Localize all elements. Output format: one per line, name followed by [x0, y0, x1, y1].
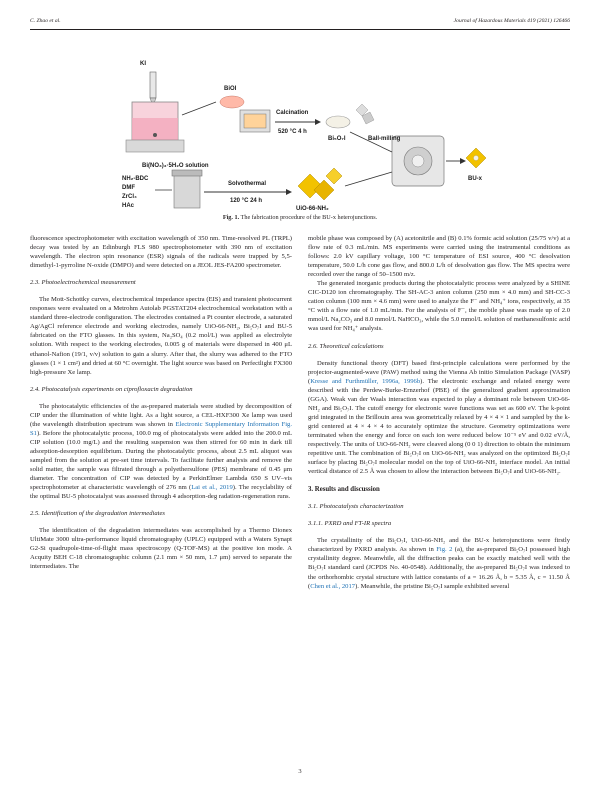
section-heading: 3. Results and discussion: [308, 486, 380, 494]
calcination-condition: 520 °C 4 h: [278, 129, 307, 135]
ball-milling-label: Ball-milling: [368, 136, 401, 142]
section-heading: 2.4. Photocatalysis experiments on ciprofloxacin degradation: [30, 385, 193, 393]
fabrication-diagram: [110, 40, 490, 210]
reagent-list: [122, 176, 149, 209]
reagent-1: NH₂-BDC: [122, 176, 149, 182]
paragraph: The identification of the degradation intermediates was accomplished by a Thermo Dionex UltiMate 3000 ultra-performance liquid chromatography (UPLC) equipped with a Waters Synapt G2-Si quadrupole-time-of-flight mass spectroscopy (Q-TOF-MS) at the positive ion mode. A Acquity BEH C-18 chromatographic column (2.1 mm × 50 mm, 1.7 μm) served to separate the intermediates. The: [30, 527, 292, 571]
ki-label: KI: [140, 61, 146, 67]
paragraph: The crystallinity of the Bi₅O₇I, UiO-66-NH₂ and the BU-x heterojunctions were firstly characterized by PXRD analysis. As shown in Fig. 2 (a), the as-prepared Bi₅O₇I possessed high crystallinity degree. Meanwhile, all the diffraction peaks can be exactly matched well with the Bi₅O₇I standard card (JCPDS No. 40-0548). Additionally, the as-prepared Bi₅O₇I was indexed to the orthorhombic crystal structure with lattice constants of a = 16.26 Å, b = 5.35 Å, c = 11.50 Å (Chen et al., 2017). Meanwhile, the pristine Bi₅O₇I sample exhibited several: [308, 537, 571, 590]
section-heading: 2.3. Photoelectrochemical measurement: [30, 279, 136, 287]
right-column: [308, 234, 570, 591]
product-arrowhead: [460, 158, 466, 164]
paragraph: mobile phase was composed by (A) acetonitrile and (B) 0.1% formic acid solution (25/75 v/v) at a flow rate of 0.3 mL/min. MS experiments were carried using the instrumental conditions as follows: 2.0 kV capillary voltage, 100 °C temperature of ESI source, 400 °C desolvation temperature, 50.0 L/h cone gas flow, and 800.0 L/h of desolvation gas flow. The MS spectra were recorded over the range of 50–1500 m/z.: [308, 235, 570, 279]
figure-caption: [30, 214, 570, 221]
running-header-journal: Journal of Hazardous Materials 419 (2021) 126466: [453, 18, 570, 24]
paragraph: Density functional theory (DFT) based first-principle calculations were performed by the projector-augmented-wave (PAW) method using the Vienna Ab initio Simulation Package (VASP) (Kresse and Furthmüller, 1996a, 1996b). The electronic exchange and related energy were described with the Perdew-Burke-Ernzerhof (PBE) of the generalized gradient approximation (GGA). Weak van der Waals interaction was expected to play a dominant role between UiO-66-NH₂ and Bi₅O₇I. The cutoff energy for electronic wave functions was set as 600 eV. The k-point grid integrated in the Brillouin area was geometrically relaxed by 4 × 4 × 1 and sampled by the k-grid centered at 4 × 4 × 4 to accurately optimize the structure. Geometry optimizations were terminated when the energy and force on each ion were reduced below 10⁻⁵ eV and 0.02 eV/Å, respectively. The units of UiO-66-NH₂ were cleaved along (0 0 1) direction to obtain the minimum repetitive unit. The combination of Bi₅O₇I on UiO-66-NH₂ was analyzed on the optimized Bi₅O₇I surface by placing Bi₅O₇I molecular model on the top of UiO-66-NH₂ interface model. An initial vertical distance of 2.5 Å was chosen to allow the interaction between Bi₅O₇I and UiO-66-NH₂.: [308, 359, 570, 476]
citation-link[interactable]: Kresse and Furthmüller, 1996a, 1996b: [310, 377, 421, 385]
left-column: [30, 234, 292, 572]
ki-dropper: [150, 72, 156, 106]
solvothermal-arrowhead: [286, 189, 292, 195]
section-heading: 3.1. Photocatalysts characterization: [308, 503, 404, 511]
furnace: [240, 110, 270, 132]
bux-label: BU-x: [468, 176, 483, 182]
paragraph: The Mott-Schottky curves, electrochemical impedance spectra (EIS) and transient photocurrent responses were evaluated on a Metrohm Autolab PGSTAT204 electrochemical workstation with a standard three-electrode configuration. The electrodes contained a Pt counter electrode, a saturated Ag/AgCl reference electrode and working electrodes, namely UiO-66-NH₂, Bi₅O₇I and BU-5 fabricated on the FTO glasses. In this system, Na₂SO₄ (0.2 mol/L) was applied as electrolyte solution. With respect to the working electrodes, 0.005 g of materials were dispersed in 400 μL ethanol-Nafion (19/1, v/v) solution to gain a slurry. After that, the slurry was adhered to the FTO glasses (1 × 1 cm²) and dried at 60 °C overnight. The light source was based on Perfectlight FX300 high-pressure Xe lamp.: [30, 296, 292, 376]
citation-link[interactable]: Lai et al., 2019: [191, 484, 233, 492]
caption-label: Fig. 1.: [222, 214, 240, 221]
arrow-uio-to-mill: [345, 172, 392, 186]
reaction-beaker: [126, 102, 184, 152]
esi-link[interactable]: Electronic Supplementary Information Fig. S1: [30, 420, 292, 437]
arrow-bi5o7i-to-mill: [350, 132, 392, 152]
caption-text: The fabrication procedure of the BU-x heterojunctions.: [240, 214, 378, 221]
paragraph: The photocatalytic efficiencies of the as-prepared materials were studied by decomposition of CIP under the illumination of white light. As a light source, a CEL-HXF300 Xe lamp was used (the wavelength distribution spectrum was shown in Electronic Supplementary Information Fig. S1). Before the photocatalytic process, 100.0 mg of photocatalysts were added into the 200.0 mL CIP solution (10.0 mg/L) and the resulting suspension was then stirred for 60 min in dark till adsorption-desorption equilibrium. During the photocatalytic process, about 2.5 mL aliquot was sampled from the solution at pre-set time intervals. To facilitate further analysis and remove the solid matter, the sample was filtrated through a polyethersulfone (PES) membrane of 0.45 μm diameter. The concentration of CIP was detected by a PerkinElmer Lambda 650 S UV–vis spectrophotometer at characteristic wavelength of 276 nm (Lai et al., 2019). The recyclability of the optimal BU-5 photocatalyst was assessed through 4 adsorption-deg radation-regeneration runs.: [30, 402, 292, 501]
figure-link[interactable]: Fig. 2: [436, 546, 453, 554]
running-header-authors: C. Zhao et al.: [30, 18, 61, 24]
autoclave: [172, 170, 202, 208]
page-number: 3: [298, 768, 302, 775]
reagent-4: HAc: [122, 203, 135, 209]
calcination-arrowhead: [315, 119, 321, 125]
paragraph: fluorescence spectrophotometer with excitation wavelength of 350 nm. Time-resolved PL (TRPL) decay was tested by an Edinburgh FLS 980 spectrophotometer with 390 nm of excitation wavelength. The electron spin resonance (ESR) signals of the radicals were trapped by 5,5-dimethyl-1-pyrroline N-oxide (DMPO) and were detected on a JEOL JES-FA200 spectrometer.: [30, 235, 292, 270]
calcination-label: Calcination: [276, 110, 309, 116]
reagent-2: DMF: [122, 185, 135, 191]
bi5o7i-label: Bi₅O₇I: [328, 136, 346, 142]
bi-solution-label: Bi(NO₃)₃·5H₂O solution: [142, 163, 209, 169]
bux-product: [466, 148, 486, 168]
bi5o7i-powder: [326, 104, 374, 128]
solvothermal-condition: 120 °C 24 h: [230, 198, 263, 204]
bioi-label: BiOI: [224, 86, 237, 92]
section-heading: 2.5. Identification of the degradation intermediates: [30, 510, 165, 518]
citation-link[interactable]: Chen et al., 2017: [310, 582, 356, 590]
uio-crystals: [298, 168, 342, 200]
ball-mill: [392, 136, 444, 186]
solvothermal-label: Solvothermal: [228, 181, 267, 187]
bioi-powder: [220, 96, 244, 108]
section-heading: 3.1.1. PXRD and FT-IR spectra: [308, 520, 392, 528]
header-rule: [30, 29, 570, 30]
fabrication-figure: [110, 40, 490, 210]
reagent-3: ZrCl₄: [122, 194, 137, 200]
paragraph: The generated inorganic products during the photocatalytic process were analyzed by a SHINE CIC-D120 ion chromatography. The SH-AC-3 anion column (250 mm × 4.0 mm) and SH-CC-3 cation column (100 mm × 4.6 mm) were used to analyze the F⁻ and NH₄⁺ ions, respectively, at 35 °C with a flow rate of 1.0 mL/min. For the analysis of F⁻, the mobile phase was made up of 2.0 mmol/L Na₂CO₃ and 8.0 mmol/L NaHCO₃, while the 5.0 mmol/L solution of methanesulfonic acid was used for NH₄⁺ analysis.: [308, 280, 570, 333]
section-heading: 2.6. Theoretical calculations: [308, 342, 384, 350]
arrow-to-bioi: [182, 102, 216, 115]
uio-label: UiO-66-NH₂: [296, 206, 329, 210]
